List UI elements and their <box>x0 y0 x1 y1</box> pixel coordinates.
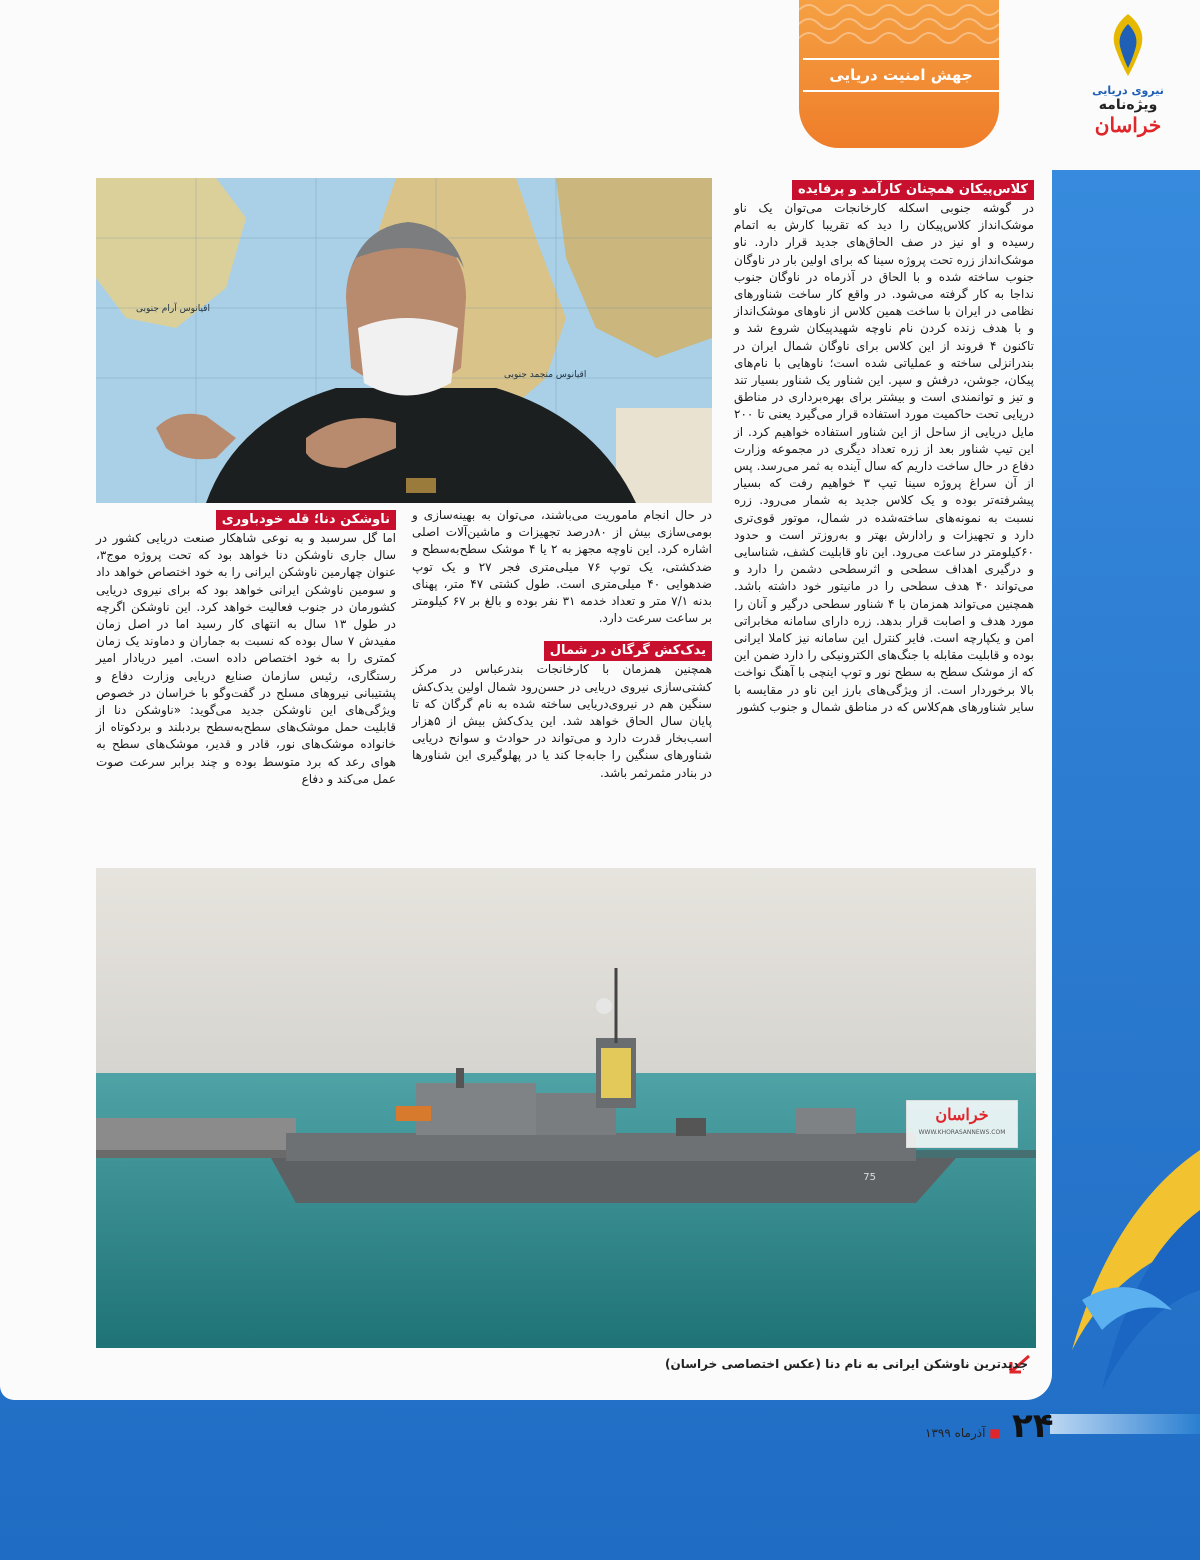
logo-block <box>1064 10 1192 160</box>
brand-name: خراسان <box>1094 113 1162 137</box>
officer-photo <box>96 178 712 503</box>
heading-dena: ناوشکن دنا؛ قله خودباوری <box>216 510 396 530</box>
navy-emblem-icon <box>1098 10 1158 80</box>
officer-illustration <box>96 178 712 503</box>
watermark-url: WWW.KHORASANNEWS.COM <box>918 1129 1006 1136</box>
watermark-brand: خراسان <box>935 1105 989 1124</box>
map-label-pacific: اقیانوس آرام جنوبی <box>136 304 210 314</box>
ship-illustration <box>96 868 1036 1348</box>
logo-text: نیروی دریایی <box>1092 84 1164 97</box>
body-dena: اما گل سرسبد و به نوعی شاهکار صنعت دریایی کشور در سال جاری ناوشکن دنا خواهد بود که تحت پروژه موج۳، عنوان چهارمین ناوشکن ایرانی را به خود اختصاص خواهد داد و سومین ناوشکن ایرانی خواهد بود که برای نیروی دریایی کشورمان در جنوب فعالیت خواهد کرد. این ناوشکن اگرچه در طول ۱۳ سال به انتهای کار رسید اما در اصل زمان مفیدش ۷ سال بوده که نسبت به جماران و دماوند یک زمان کمتری را به خود اختصاص داده است. امیر دریادار امیر رستگاری، رئیس سازمان صنایع دریایی وزارت دفاع و پشتیبانی نیروهای مسلح در گفت‌وگو با خراسان در خصوص ویژگی‌های این ناوشکن جدید می‌گوید: «ناوشکن دنا از قابلیت حمل موشک‌های سطح‌به‌سطح بردبلند و بردکوتاه از خانواده موشک‌های نور، قادر و قدیر، موشک‌های سطح به هوای رعد که برد متوسط بوده و چند برابر سرعت صوت عمل می‌کند و دفاع <box>96 531 396 786</box>
heading-kelas: کلاس‌پیکان همچنان کارآمد و پرفایده <box>792 180 1034 200</box>
page-number-bar <box>1050 1414 1200 1434</box>
map-label-atlantic: اقیانوس منجمد جنوبی <box>504 370 587 380</box>
issue-date-text: آذرماه ۱۳۹۹ <box>925 1426 986 1440</box>
ship-photo <box>96 868 1036 1348</box>
article-column-left <box>96 510 396 788</box>
photo-watermark <box>906 1100 1018 1148</box>
tab-wave-pattern <box>799 0 999 52</box>
body-kelas: در گوشه جنوبی اسکله کارخانجات می‌توان یک ناو موشک‌انداز کلاس‌پیکان را دید که تقریبا کارش به اتمام رسیده و او نیز در صف الحاق‌های جدید قرار دارد. ناو موشک‌انداز زره تحت پروژه سینا که برای اولین بار در ناوگان جنوب ساخته شده و با الحاق در آذرماه در ناوگان جنوب نداجا به کار گرفته می‌شود. در واقع کار ساخت شناورهای نظامی در ایران با ساخت همین کلاس از ناوهای موشک‌انداز و با هدف زنده کردن نام ناوچه شهیدپیکان شروع شد و تاکنون ۴ فروند از این کلاس برای ناوگان شمال ایران در بندرانزلی ساخته و عملیاتی شده است؛ ناوهایی با نام‌های پیکان، جوشن، درفش و سپر. این شناور یک شناور بسیار تند و تیز و توانمندی است و بیشتر برای بهره‌برداری در مناطق دریایی تحت حاکمیت مورد استفاده قرار می‌گیرد یعنی تا ۲۰۰ مایل دریایی از ساحل از این شناور استفاده خواهیم کرد. از این تیپ شناور بعد از زره تعداد دیگری در مجموعه وزارت دفاع در حال ساخت داریم که سال آینده به ثمر می‌رسد. پس از آن سراغ پروژه سینا تیپ ۳ خواهیم رفت که بسیار پیشرفته‌تر بوده و یک کلاس جدید به شمار می‌رود. زره نسبت به نمونه‌های ساخته‌شده در شمال، موتور قوی‌تری دارد و تجهیزات و رادارش بهتر و به‌روزتر است و حدود ۶۰کیلومتر در ساعت می‌رود. این ناو قابلیت کشف، شناسایی و درگیری اهداف سطحی و اثرسطحی دشمن را دارد و می‌تواند ۴۰ هدف سطحی را در مانیتور خود داشته باشد. همچنین می‌تواند همزمان با ۴ شناور سطحی درگیر و آنان را مورد هدف و اصابت قرار بدهد. زره دارای سامانه مخابراتی امن و یکپارچه است. فایر کنترل این سامانه نیز کاملا ایرانی بوده و قابلیت مقابله با جنگ‌های الکترونیکی را دارد ضمن این که از موشک سطح به سطح نور و توپ اینچی با آهنگ نواخت بالا برخوردار است. از ویژگی‌های بارز این ناو در مقایسه با سایر شناورهای هم‌کلاس که در مناطق شمال و جنوب کشور <box>734 201 1035 714</box>
issue-date: ■ آذرماه ۱۳۹۹ <box>925 1426 1001 1440</box>
body-middle: در حال انجام ماموریت می‌باشند، می‌توان به بهینه‌سازی و بومی‌سازی بیش از ۸۰درصد تجهیزات و ماشین‌آلات اصلی اشاره کرد. این ناوچه مجهز به ۲ یا ۴ موشک سطح‌به‌سطح و ضدکشتی، یک توپ ۷۶ میلی‌متری فجر ۲۷ و یک توپ ضدهوایی ۴۰ میلی‌متری است. طول کشتی ۴۷ متر، پهنای بدنه ۷/۱ متر و تعداد خدمه ۳۱ نفر بوده و بالغ بر ۶۷ کیلومتر بر ساعت سرعت دارد. <box>412 508 713 626</box>
special-issue-label: ویژه‌نامه <box>1098 97 1158 113</box>
section-title: جهش امنیت دریایی <box>803 58 999 92</box>
photo-caption: جدیدترین ناوشکن ایرانی به نام دنا (عکس اختصاصی خراسان) <box>665 1357 1028 1371</box>
article-column-right <box>734 180 1034 716</box>
heading-yadak: یدک‌کش گرگان در شمال <box>544 641 712 661</box>
page-number: ۲۴ <box>1012 1406 1054 1446</box>
body-yadak: همچنین همزمان با کارخانجات بندرعباس در مرکز کشتی‌سازی نیروی دریایی در حسن‌رود شمال اولین یدک‌کش سنگین هم در نیروی‌دریایی ساخته شده به نام گرگان که تا پایان سال الحاق خواهد شد. این یدک‌کش بیش از ۵هزار اسب‌بخار قدرت دارد و می‌تواند در حوادث و سوانح دریایی شناورهای سنگین را جابه‌جا کند یا در پهلوگیری این شناورها در بنادر مثمرثمر باشد. <box>412 662 712 780</box>
hull-number: 75 <box>863 1172 876 1183</box>
decorative-swoosh <box>1052 1150 1200 1410</box>
article-column-middle <box>412 507 712 782</box>
section-tab <box>799 0 999 148</box>
